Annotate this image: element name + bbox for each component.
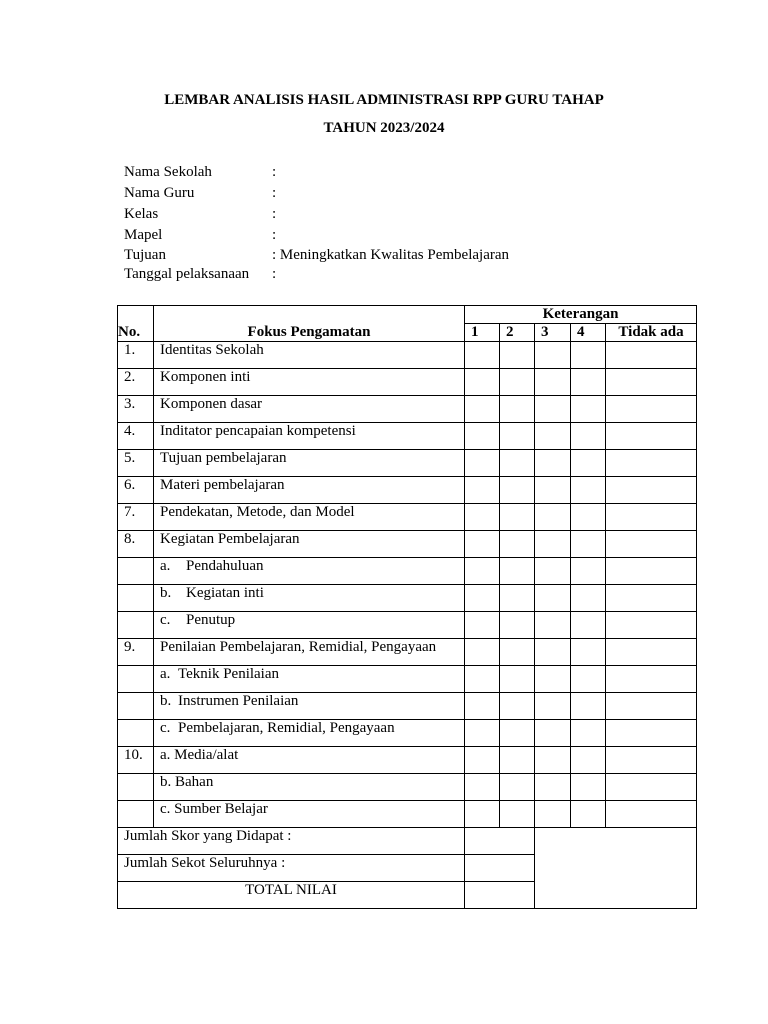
row-focus-item: Identitas Sekolah	[154, 342, 465, 369]
row-focus-item: Penilaian Pembelajaran, Remidial, Pengayaan	[154, 639, 465, 666]
info-label: Nama Guru	[124, 185, 195, 201]
row-number	[118, 666, 154, 693]
row-number	[118, 558, 154, 585]
header-score-2: 2	[500, 324, 535, 342]
sub-item-letter: c.	[160, 720, 171, 736]
sub-item-text: Penutup	[186, 612, 236, 628]
score-cell[interactable]	[535, 477, 571, 504]
score-cell[interactable]	[465, 666, 500, 693]
table-row	[118, 612, 697, 639]
row-focus-item	[154, 666, 465, 693]
score-cell[interactable]	[465, 477, 500, 504]
score-cell[interactable]	[465, 450, 500, 477]
score-cell[interactable]	[535, 585, 571, 612]
score-cell[interactable]	[606, 639, 697, 666]
table-row	[118, 342, 697, 369]
jumlah-skor-value[interactable]	[465, 828, 535, 855]
score-cell[interactable]	[571, 450, 606, 477]
score-cell[interactable]	[606, 396, 697, 423]
row-focus-item	[154, 558, 465, 585]
row-focus-item: Tujuan pembelajaran	[154, 450, 465, 477]
score-cell[interactable]	[465, 693, 500, 720]
table-row	[118, 585, 697, 612]
row-focus-item	[154, 720, 465, 747]
row-number	[118, 801, 154, 828]
score-cell[interactable]	[465, 504, 500, 531]
score-cell[interactable]	[535, 639, 571, 666]
score-cell[interactable]	[500, 342, 535, 369]
score-cell[interactable]	[535, 423, 571, 450]
score-cell[interactable]	[500, 666, 535, 693]
score-cell[interactable]	[500, 693, 535, 720]
score-cell[interactable]	[500, 801, 535, 828]
total-nilai-label: TOTAL NILAI	[118, 882, 465, 909]
score-cell[interactable]	[465, 369, 500, 396]
header-score-3: 3	[535, 324, 571, 342]
sub-item-letter: c.	[160, 612, 171, 628]
info-value: :	[272, 185, 277, 201]
row-focus-item: b. Bahan	[154, 774, 465, 801]
score-cell[interactable]	[500, 639, 535, 666]
table-row	[118, 558, 697, 585]
row-number: 4.	[118, 423, 154, 450]
table-row	[118, 477, 697, 504]
score-cell[interactable]	[606, 666, 697, 693]
score-cell[interactable]	[606, 801, 697, 828]
score-cell[interactable]	[606, 450, 697, 477]
score-cell[interactable]	[606, 585, 697, 612]
info-label: Tanggal pelaksanaan	[124, 266, 250, 282]
score-cell[interactable]	[500, 396, 535, 423]
score-cell[interactable]	[500, 774, 535, 801]
score-cell[interactable]	[571, 558, 606, 585]
jumlah-sekot-label: Jumlah Sekot Seluruhnya :	[118, 855, 465, 882]
score-cell[interactable]	[500, 558, 535, 585]
row-focus-item: Pendekatan, Metode, dan Model	[154, 504, 465, 531]
score-cell[interactable]	[465, 747, 500, 774]
score-cell[interactable]	[571, 747, 606, 774]
sub-item-text: Kegiatan inti	[186, 585, 264, 601]
sub-item-text: Instrumen Penilaian	[178, 693, 299, 709]
table-row	[118, 801, 697, 828]
info-value: :	[272, 266, 277, 282]
score-cell[interactable]	[606, 423, 697, 450]
header-tidak-ada: Tidak ada	[606, 324, 697, 342]
sub-item-text: Pendahuluan	[186, 558, 264, 574]
score-cell[interactable]	[465, 342, 500, 369]
row-number: 2.	[118, 369, 154, 396]
info-label: Tujuan	[124, 247, 166, 263]
info-label: Nama Sekolah	[124, 164, 212, 180]
observation-table	[117, 305, 697, 909]
row-focus-item: Komponen inti	[154, 369, 465, 396]
score-cell[interactable]	[465, 801, 500, 828]
score-cell[interactable]	[535, 396, 571, 423]
header-keterangan: Keterangan	[465, 306, 697, 324]
row-focus-item: Kegiatan Pembelajaran	[154, 531, 465, 558]
score-cell[interactable]	[606, 531, 697, 558]
score-cell[interactable]	[571, 720, 606, 747]
score-cell[interactable]	[465, 639, 500, 666]
document-title: LEMBAR ANALISIS HASIL ADMINISTRASI RPP GURU TAHAP	[164, 92, 604, 108]
score-cell[interactable]	[606, 504, 697, 531]
score-cell[interactable]	[465, 612, 500, 639]
info-value: : Meningkatkan Kwalitas Pembelajaran	[272, 247, 510, 263]
score-cell[interactable]	[606, 720, 697, 747]
score-cell[interactable]	[535, 342, 571, 369]
score-cell[interactable]	[571, 396, 606, 423]
row-number: 9.	[118, 639, 154, 666]
row-number: 1.	[118, 342, 154, 369]
row-number	[118, 693, 154, 720]
row-number	[118, 774, 154, 801]
table-row	[118, 693, 697, 720]
score-cell[interactable]	[606, 369, 697, 396]
score-cell[interactable]	[535, 747, 571, 774]
score-cell[interactable]	[465, 531, 500, 558]
row-number: 3.	[118, 396, 154, 423]
score-cell[interactable]	[500, 504, 535, 531]
info-label: Mapel	[124, 227, 163, 243]
score-cell[interactable]	[606, 558, 697, 585]
row-number: 5.	[118, 450, 154, 477]
score-cell[interactable]	[535, 369, 571, 396]
row-focus-item: Inditator pencapaian kompetensi	[154, 423, 465, 450]
info-value: :	[272, 206, 277, 222]
score-cell[interactable]	[571, 801, 606, 828]
score-cell[interactable]	[571, 369, 606, 396]
document-subtitle-year: TAHUN 2023/2024	[323, 120, 445, 136]
table-row	[118, 396, 697, 423]
score-cell[interactable]	[535, 504, 571, 531]
sub-item-text: Teknik Penilaian	[178, 666, 280, 682]
table-row	[118, 774, 697, 801]
row-focus-item	[154, 612, 465, 639]
info-value: :	[272, 164, 277, 180]
row-focus-item: c. Sumber Belajar	[154, 801, 465, 828]
score-cell[interactable]	[606, 477, 697, 504]
row-number	[118, 612, 154, 639]
score-cell[interactable]	[500, 747, 535, 774]
table-row	[118, 720, 697, 747]
sub-item-letter: b.	[160, 693, 172, 709]
score-cell[interactable]	[535, 558, 571, 585]
score-cell[interactable]	[571, 585, 606, 612]
score-cell[interactable]	[500, 450, 535, 477]
score-cell[interactable]	[571, 639, 606, 666]
jumlah-sekot-value[interactable]	[465, 855, 535, 882]
total-nilai-value[interactable]	[465, 882, 535, 909]
header-fokus-pengamatan: Fokus Pengamatan	[154, 306, 465, 342]
score-cell[interactable]	[535, 801, 571, 828]
score-cell[interactable]	[465, 423, 500, 450]
score-cell[interactable]	[465, 558, 500, 585]
header-no: No.	[118, 306, 154, 342]
footer-blank-area	[535, 828, 697, 909]
score-cell[interactable]	[606, 693, 697, 720]
score-cell[interactable]	[500, 369, 535, 396]
info-value: :	[272, 227, 277, 243]
score-cell[interactable]	[571, 693, 606, 720]
row-focus-item	[154, 693, 465, 720]
table-row	[118, 531, 697, 558]
score-cell[interactable]	[571, 342, 606, 369]
score-cell[interactable]	[571, 477, 606, 504]
score-cell[interactable]	[571, 531, 606, 558]
score-cell[interactable]	[606, 774, 697, 801]
table-row	[118, 504, 697, 531]
score-cell[interactable]	[465, 585, 500, 612]
row-number: 6.	[118, 477, 154, 504]
row-number	[118, 720, 154, 747]
score-cell[interactable]	[571, 774, 606, 801]
score-cell[interactable]	[500, 531, 535, 558]
score-cell[interactable]	[500, 423, 535, 450]
score-cell[interactable]	[571, 504, 606, 531]
score-cell[interactable]	[535, 693, 571, 720]
header-score-1: 1	[465, 324, 500, 342]
score-cell[interactable]	[500, 612, 535, 639]
score-cell[interactable]	[606, 342, 697, 369]
sub-item-letter: b.	[160, 585, 172, 601]
table-row	[118, 369, 697, 396]
score-cell[interactable]	[571, 423, 606, 450]
sub-item-text: Pembelajaran, Remidial, Pengayaan	[178, 720, 395, 736]
row-number	[118, 585, 154, 612]
table-row	[118, 639, 697, 666]
table-row	[118, 747, 697, 774]
score-cell[interactable]	[535, 450, 571, 477]
score-cell[interactable]	[535, 531, 571, 558]
score-cell[interactable]	[500, 585, 535, 612]
score-cell[interactable]	[500, 720, 535, 747]
row-focus-item: a. Media/alat	[154, 747, 465, 774]
score-cell[interactable]	[465, 396, 500, 423]
jumlah-skor-label: Jumlah Skor yang Didapat :	[118, 828, 465, 855]
row-focus-item: Materi pembelajaran	[154, 477, 465, 504]
table-row	[118, 450, 697, 477]
score-cell[interactable]	[465, 774, 500, 801]
footer-row-jumlah-skor	[118, 828, 697, 855]
sub-item-letter: a.	[160, 666, 171, 682]
row-number: 8.	[118, 531, 154, 558]
row-focus-item	[154, 585, 465, 612]
score-cell[interactable]	[606, 747, 697, 774]
sub-item-letter: a.	[160, 558, 171, 574]
score-cell[interactable]	[535, 774, 571, 801]
score-cell[interactable]	[535, 666, 571, 693]
score-cell[interactable]	[606, 612, 697, 639]
row-number: 7.	[118, 504, 154, 531]
table-row	[118, 423, 697, 450]
score-cell[interactable]	[571, 666, 606, 693]
score-cell[interactable]	[535, 612, 571, 639]
header-score-4: 4	[571, 324, 606, 342]
row-focus-item: Komponen dasar	[154, 396, 465, 423]
score-cell[interactable]	[500, 477, 535, 504]
table-row	[118, 666, 697, 693]
info-label: Kelas	[124, 206, 159, 222]
score-cell[interactable]	[571, 612, 606, 639]
row-number: 10.	[118, 747, 154, 774]
score-cell[interactable]	[535, 720, 571, 747]
score-cell[interactable]	[465, 720, 500, 747]
